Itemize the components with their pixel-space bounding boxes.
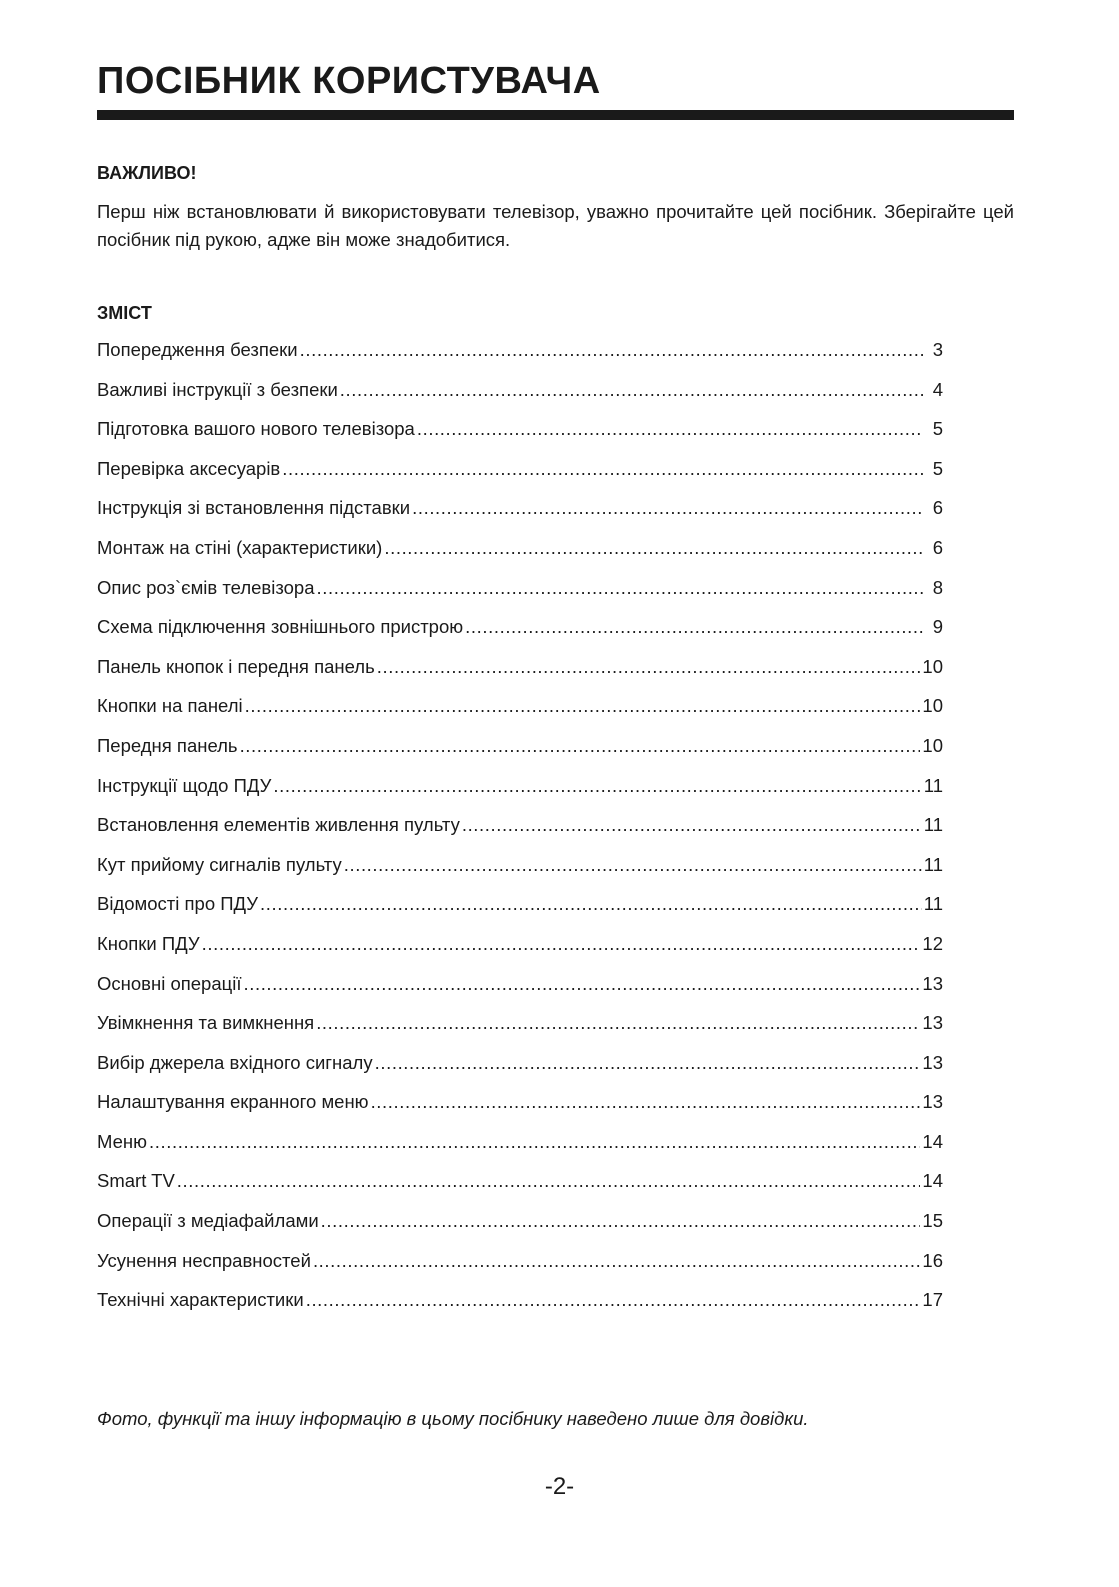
toc-entry[interactable]	[97, 336, 943, 376]
toc-entry-label: Налаштування екранного меню	[97, 1091, 369, 1113]
toc-dot-leader	[375, 1049, 921, 1077]
toc-dot-leader	[316, 574, 923, 602]
toc-entry-page: 11	[923, 774, 943, 796]
important-heading: ВАЖЛИВО!	[97, 163, 197, 183]
toc-entry[interactable]	[97, 692, 943, 732]
toc-entry-label: Кнопки ПДУ	[97, 932, 200, 954]
toc-dot-leader	[321, 1207, 921, 1235]
toc-dot-leader	[245, 692, 921, 720]
page-number: -2-	[544, 1473, 575, 1500]
page-title: ПОСІБНИК КОРИСТУВАЧА	[97, 60, 601, 102]
toc-entry-page: 15	[922, 1210, 943, 1232]
toc-entry[interactable]	[97, 732, 943, 772]
toc-entry[interactable]	[97, 613, 943, 653]
toc-entry-label: Попередження безпеки	[97, 339, 298, 360]
toc-entry-page: 11	[923, 814, 943, 836]
toc-entry[interactable]	[97, 890, 943, 930]
toc-entry-page: 17	[922, 1289, 943, 1311]
toc-entry-label: Передня панель	[97, 734, 238, 756]
toc-entry[interactable]	[97, 772, 943, 812]
toc-entry[interactable]	[97, 1286, 943, 1326]
toc-entry-label: Монтаж на стіні (характеристики)	[97, 536, 383, 558]
toc-dot-leader	[412, 494, 923, 522]
toc-entry[interactable]	[97, 534, 943, 574]
toc-entry-page: 10	[922, 695, 943, 717]
toc-dot-leader	[149, 1128, 920, 1156]
toc-dot-leader	[462, 811, 922, 839]
toc-dot-leader	[282, 455, 923, 483]
toc-entry[interactable]	[97, 930, 943, 970]
toc-entry-page: 9	[932, 616, 943, 638]
toc-entry[interactable]	[97, 1009, 943, 1049]
toc-dot-leader	[240, 732, 921, 760]
toc-entry-label: Операції з медіафайлами	[97, 1210, 319, 1232]
toc-entry-label: Опис роз`ємів телевізора	[97, 576, 315, 598]
toc-entry-page: 13	[922, 1012, 943, 1034]
toc-entry[interactable]	[97, 811, 943, 851]
toc-entry[interactable]	[97, 1247, 943, 1287]
toc-heading: ЗМІСТ	[97, 303, 152, 323]
toc-entry-page: 13	[922, 972, 943, 994]
toc-dot-leader	[273, 772, 921, 800]
toc-entry-label: Кут прийому сигналів пульту	[97, 853, 342, 875]
toc-entry-page: 16	[922, 1249, 943, 1271]
toc-entry-page: 4	[932, 378, 943, 400]
toc-entry-page: 6	[932, 497, 943, 519]
toc-entry-label: Кнопки на панелі	[97, 695, 243, 717]
toc-dot-leader	[344, 851, 922, 879]
toc-entry-label: Технічні характеристики	[97, 1289, 304, 1311]
toc-entry-label: Перевірка аксесуарів	[97, 457, 281, 479]
toc-entry[interactable]	[97, 1049, 943, 1089]
toc-entry-label: Відомості про ПДУ	[97, 893, 259, 915]
toc-entry-page: 13	[922, 1091, 943, 1113]
toc-dot-leader	[202, 930, 921, 958]
reference-note: Фото, функції та іншу інформацію в цьому посібнику наведено лише для довідки.	[97, 1408, 809, 1429]
toc-dot-leader	[465, 613, 923, 641]
toc-entry-label: Встановлення елементів живлення пульту	[97, 814, 460, 836]
toc-entry-label: Усунення несправностей	[97, 1249, 311, 1271]
toc-entry-label: Основні операції	[97, 972, 242, 994]
toc-entry-page: 6	[932, 536, 943, 558]
toc-entry[interactable]	[97, 455, 943, 495]
toc-entry[interactable]	[97, 653, 943, 693]
toc-entry[interactable]	[97, 1088, 943, 1128]
toc-dot-leader	[316, 1009, 920, 1037]
toc-entry-page: 5	[932, 418, 943, 440]
toc-entry-label: Підготовка вашого нового телевізора	[97, 418, 415, 440]
toc-dot-leader	[306, 1286, 921, 1314]
toc-entry-label: Увімкнення та вимкнення	[97, 1012, 315, 1034]
toc-dot-leader	[340, 376, 923, 404]
toc-entry[interactable]	[97, 1167, 943, 1207]
toc-entry-label: Інструкція зі встановлення підставки	[97, 497, 411, 519]
toc-entry-label: Панель кнопок і передня панель	[97, 655, 375, 677]
toc-entry-page: 8	[932, 576, 943, 598]
toc-entry[interactable]	[97, 574, 943, 614]
toc-entry-page: 12	[922, 932, 943, 954]
toc-entry-label: Схема підключення зовнішнього пристрою	[97, 616, 464, 638]
toc-entry[interactable]	[97, 970, 943, 1010]
toc-dot-leader	[177, 1167, 921, 1195]
toc-dot-leader	[417, 415, 923, 443]
toc-entry[interactable]	[97, 1128, 943, 1168]
toc-dot-leader	[384, 534, 923, 562]
toc-entry-page: 5	[932, 457, 943, 479]
title-divider	[97, 110, 1014, 120]
toc-entry[interactable]	[97, 494, 943, 534]
toc-entry-label: Smart TV	[97, 1170, 175, 1192]
toc-entry-page: 11	[923, 853, 943, 875]
toc-dot-leader	[260, 890, 922, 918]
toc-entry-label: Важливі інструкції з безпеки	[97, 378, 338, 400]
toc-dot-leader	[300, 336, 923, 364]
toc-entry-label: Вибір джерела вхідного сигналу	[97, 1051, 373, 1073]
toc-dot-leader	[313, 1247, 920, 1275]
toc-entry-page: 14	[922, 1130, 943, 1152]
toc-entry-page: 14	[922, 1170, 943, 1192]
toc-dot-leader	[371, 1088, 921, 1116]
toc-dot-leader	[243, 970, 920, 998]
toc-entry-page: 11	[923, 893, 943, 915]
toc-entry-page: 10	[922, 655, 943, 677]
toc-entry[interactable]	[97, 1207, 943, 1247]
toc-entry[interactable]	[97, 415, 943, 455]
toc-entry-label: Меню	[97, 1130, 147, 1152]
toc-dot-leader	[377, 653, 921, 681]
toc-entry[interactable]	[97, 851, 943, 891]
toc-entry[interactable]	[97, 376, 943, 416]
toc-entry-label: Інструкції щодо ПДУ	[97, 774, 272, 796]
toc-entry-page: 10	[922, 734, 943, 756]
important-text: Перш ніж встановлювати й використовувати телевізор, уважно прочитайте цей посібник. Зберігайте цей посібник під рукою, адже він може знадобитися.	[97, 201, 1014, 250]
toc-entry-page: 13	[922, 1051, 943, 1073]
table-of-contents	[97, 336, 943, 1326]
toc-entry-page: 3	[932, 339, 943, 360]
